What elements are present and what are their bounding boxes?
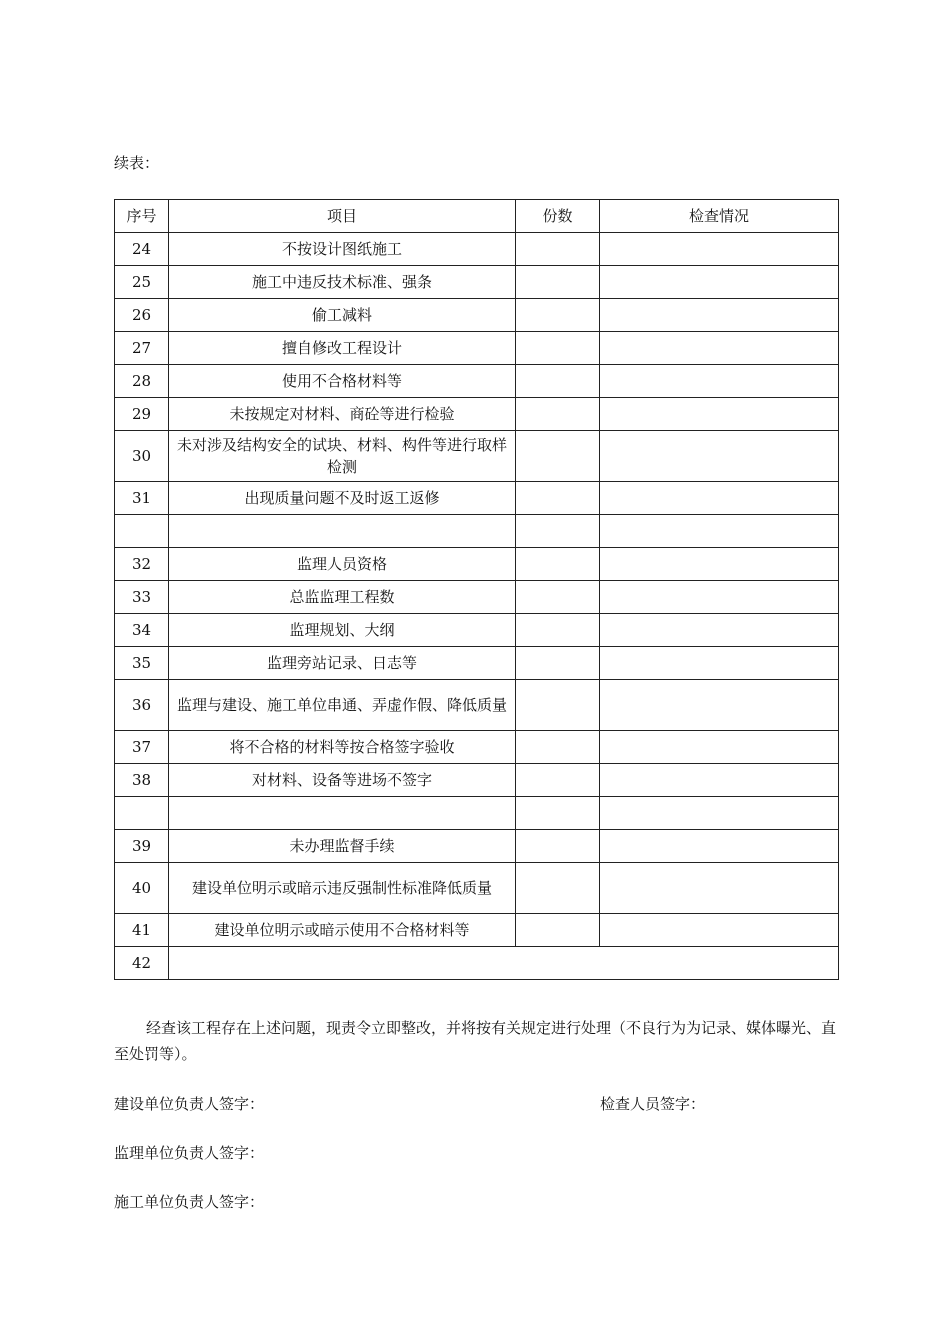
row-serial-number: 28	[115, 365, 169, 398]
row-inspection-status-cell	[600, 614, 839, 647]
table-row	[115, 299, 839, 332]
supervision-unit-signature-label: 监理单位负责人签字：	[114, 1144, 265, 1162]
table-row	[115, 548, 839, 581]
table-row	[115, 233, 839, 266]
row-serial-number: 29	[115, 398, 169, 431]
row-item: 对材料、设备等进场不签字	[169, 764, 516, 797]
header-inspection-status: 检查情况	[600, 200, 839, 233]
row-serial-number: 26	[115, 299, 169, 332]
row-merged-cell	[169, 947, 839, 980]
row-copies-cell	[516, 647, 600, 680]
row-inspection-status-cell	[600, 365, 839, 398]
row-serial-number: 25	[115, 266, 169, 299]
row-inspection-status-cell	[600, 830, 839, 863]
row-serial-number	[115, 797, 169, 830]
row-inspection-status-cell	[600, 398, 839, 431]
inspection-table	[114, 199, 839, 980]
row-copies-cell	[516, 365, 600, 398]
table-row	[115, 764, 839, 797]
table-row	[115, 332, 839, 365]
row-serial-number: 30	[115, 431, 169, 482]
row-copies-cell	[516, 332, 600, 365]
row-inspection-status-cell	[600, 233, 839, 266]
row-copies-cell	[516, 614, 600, 647]
row-item: 监理人员资格	[169, 548, 516, 581]
table-row	[115, 947, 839, 980]
row-serial-number	[115, 515, 169, 548]
row-copies-cell	[516, 581, 600, 614]
table-row	[115, 797, 839, 830]
rectification-notice: 经查该工程存在上述问题，现责令立即整改，并将按有关规定进行处理（不良行为为记录、媒体曝光、直至处罚等）。	[114, 1019, 837, 1063]
row-serial-number: 38	[115, 764, 169, 797]
inspector-signature-label: 检查人员签字：	[600, 1095, 706, 1113]
row-item	[169, 797, 516, 830]
row-copies-cell	[516, 764, 600, 797]
row-serial-number: 31	[115, 482, 169, 515]
row-copies-cell	[516, 914, 600, 947]
row-item: 施工中违反技术标准、强条	[169, 266, 516, 299]
header-copies: 份数	[516, 200, 600, 233]
row-copies-cell	[516, 830, 600, 863]
row-inspection-status-cell	[600, 515, 839, 548]
row-copies-cell	[516, 266, 600, 299]
row-inspection-status-cell	[600, 731, 839, 764]
row-inspection-status-cell	[600, 299, 839, 332]
row-item: 未办理监督手续	[169, 830, 516, 863]
row-item: 建设单位明示或暗示使用不合格材料等	[169, 914, 516, 947]
table-row	[115, 398, 839, 431]
row-inspection-status-cell	[600, 914, 839, 947]
row-inspection-status-cell	[600, 431, 839, 482]
table-row	[115, 266, 839, 299]
row-serial-number: 35	[115, 647, 169, 680]
row-copies-cell	[516, 731, 600, 764]
row-serial-number: 32	[115, 548, 169, 581]
row-serial-number: 40	[115, 863, 169, 914]
row-copies-cell	[516, 398, 600, 431]
row-serial-number: 36	[115, 680, 169, 731]
table-row	[115, 731, 839, 764]
row-inspection-status-cell	[600, 548, 839, 581]
row-copies-cell	[516, 482, 600, 515]
row-item: 监理旁站记录、日志等	[169, 647, 516, 680]
row-item: 不按设计图纸施工	[169, 233, 516, 266]
row-item: 建设单位明示或暗示违反强制性标准降低质量	[169, 863, 516, 914]
table-row	[115, 680, 839, 731]
row-item: 未按规定对材料、商砼等进行检验	[169, 398, 516, 431]
row-serial-number: 34	[115, 614, 169, 647]
row-item: 出现质量问题不及时返工返修	[169, 482, 516, 515]
row-inspection-status-cell	[600, 863, 839, 914]
contractor-unit-signature-label: 施工单位负责人签字：	[114, 1193, 265, 1211]
row-copies-cell	[516, 863, 600, 914]
row-inspection-status-cell	[600, 797, 839, 830]
table-row	[115, 863, 839, 914]
row-inspection-status-cell	[600, 482, 839, 515]
table-body	[115, 233, 839, 980]
table-header-row	[115, 200, 839, 233]
row-serial-number: 41	[115, 914, 169, 947]
row-item: 未对涉及结构安全的试块、材料、构件等进行取样检测	[169, 431, 516, 482]
row-serial-number: 39	[115, 830, 169, 863]
row-inspection-status-cell	[600, 332, 839, 365]
row-copies-cell	[516, 680, 600, 731]
row-copies-cell	[516, 233, 600, 266]
row-item	[169, 515, 516, 548]
table-row	[115, 581, 839, 614]
row-item: 擅自修改工程设计	[169, 332, 516, 365]
row-item: 总监监理工程数	[169, 581, 516, 614]
table-row	[115, 365, 839, 398]
row-inspection-status-cell	[600, 581, 839, 614]
row-item: 将不合格的材料等按合格签字验收	[169, 731, 516, 764]
table-row	[115, 647, 839, 680]
row-item: 监理规划、大纲	[169, 614, 516, 647]
table-row	[115, 515, 839, 548]
row-item: 偷工减料	[169, 299, 516, 332]
row-serial-number: 37	[115, 731, 169, 764]
header-item: 项目	[169, 200, 516, 233]
row-copies-cell	[516, 515, 600, 548]
row-copies-cell	[516, 548, 600, 581]
table-row	[115, 482, 839, 515]
construction-unit-signature-label: 建设单位负责人签字：	[114, 1095, 265, 1113]
table-row	[115, 431, 839, 482]
row-copies-cell	[516, 797, 600, 830]
row-serial-number: 33	[115, 581, 169, 614]
table-row	[115, 830, 839, 863]
table-row	[115, 614, 839, 647]
header-serial-number: 序号	[115, 200, 169, 233]
row-inspection-status-cell	[600, 764, 839, 797]
row-serial-number: 24	[115, 233, 169, 266]
row-inspection-status-cell	[600, 266, 839, 299]
row-serial-number: 42	[115, 947, 169, 980]
continued-table-heading: 续表：	[114, 154, 160, 172]
row-inspection-status-cell	[600, 680, 839, 731]
row-inspection-status-cell	[600, 647, 839, 680]
table-row	[115, 914, 839, 947]
row-serial-number: 27	[115, 332, 169, 365]
row-copies-cell	[516, 431, 600, 482]
row-item: 使用不合格材料等	[169, 365, 516, 398]
row-item: 监理与建设、施工单位串通、弄虚作假、降低质量	[169, 680, 516, 731]
row-copies-cell	[516, 299, 600, 332]
